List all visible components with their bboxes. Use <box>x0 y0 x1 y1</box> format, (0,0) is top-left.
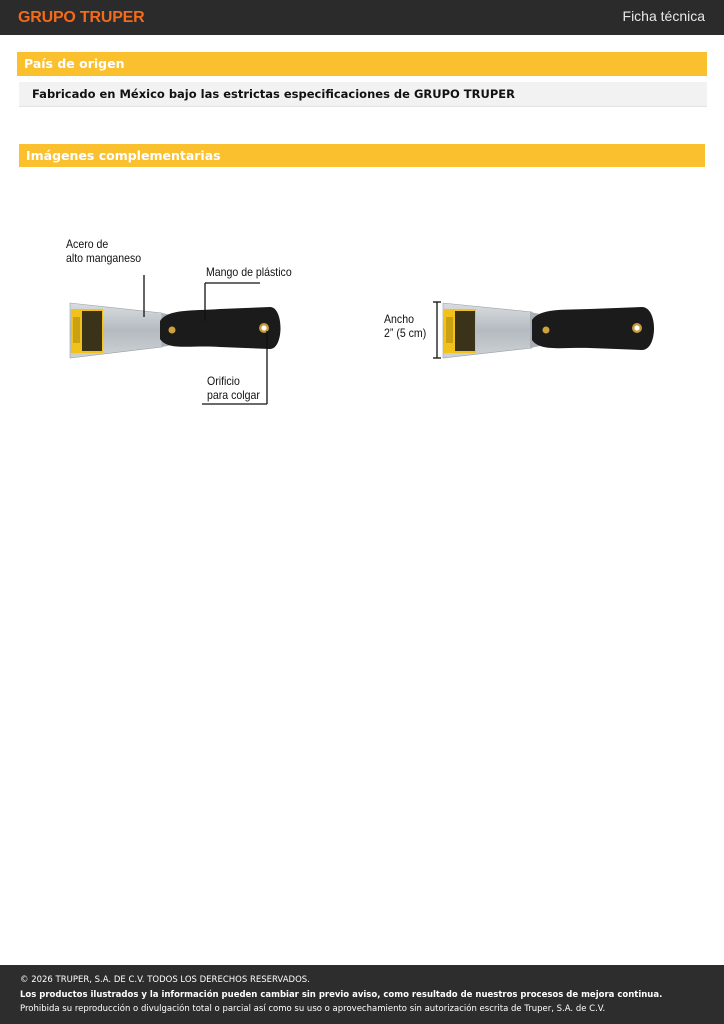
callout-hanging-hole: Orificio para colgar <box>207 374 260 402</box>
footer-notice: Los productos ilustrados y la información pueden cambiar sin previo aviso, como resultado de nuestros procesos de mejora continua. <box>20 990 663 1000</box>
page-footer <box>0 965 724 1024</box>
callout-width: Ancho 2” (5 cm) <box>384 312 427 340</box>
footer-prohibition: Prohibida su reproducción o divulgación total o parcial así como su uso o aprovechamiento sin autorización escrita de Truper, S.A. de C.V. <box>20 1004 606 1014</box>
section-heading-images: Imágenes complementarias <box>19 144 705 167</box>
section-heading-origin: País de origen <box>17 52 707 76</box>
truper-logo: GRUPO TRUPER <box>18 9 145 26</box>
origin-text: Fabricado en México bajo las estrictas especificaciones de GRUPO TRUPER <box>19 82 707 107</box>
header-title: Ficha técnica <box>622 8 705 24</box>
callout-handle: Mango de plástico <box>206 265 292 279</box>
putty-knife-features-figure <box>60 225 300 415</box>
footer-copyright: © 2026 TRUPER, S.A. DE C.V. TODOS LOS DERECHOS RESERVADOS. <box>20 975 310 985</box>
callout-blade: Acero de alto manganeso <box>66 237 142 265</box>
page-header <box>0 0 724 35</box>
putty-knife-width-figure <box>380 290 670 370</box>
